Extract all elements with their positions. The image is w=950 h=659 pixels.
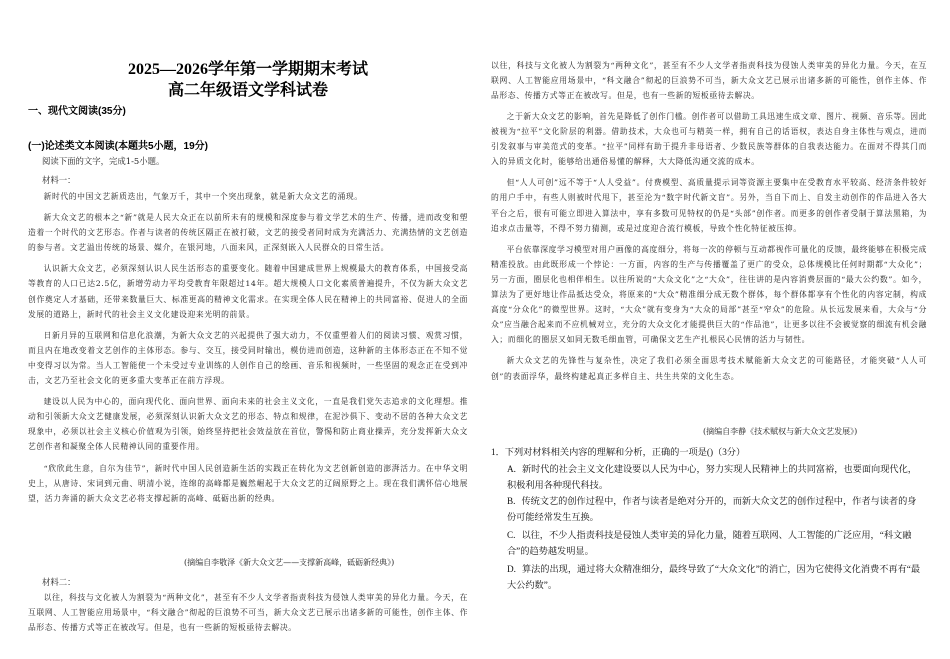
question-1-option-d[interactable] xyxy=(507,562,925,593)
material2-paragraph: 平台依靠深度学习模型对用户画像的高度细分，将每一次的停顿与互动都视作可量化的反馈，最终能够在积极完成精准投放。由此既形成一个悖论：一方面，内容的生产与传播覆盖了更广的受众，总体规模比任何时期都“大众化”；另一方面，圈层化也相伴相生。以往所说的“大众文化”之“大众”，往往讲的是内容消费层面的“最大公约数”。如今，算法为了更好地让作品抵达受众，将原来的“大众”精准细分成无数个群体，每个群体都享有个性化的内容定制，构成高度“分众化”的微型世界。这时，“大众”就有变身为“大众的局部”甚至“窄众”的危险。从长远发展来看，大众与“分众”应当融合起来而不应机械对立，充分的大众文化才能提供巨大的“作品池”，让更多以往不会被觉察的细流有机会融入；而细化的圈层又如同无数毛细血管，可确保文艺生产扎根民心民情的活力与韧性。 xyxy=(491,244,927,345)
material1-paragraph: 新时代的中国文艺新质迭出，气象万千，其中一个突出现象，就是新大众文艺的涌现。 xyxy=(43,192,363,201)
material1-label: 材料一： xyxy=(42,175,76,185)
material2-paragraph: 之于新大众文艺的影响，首先是降低了创作门槛。创作者可以借助工具迅速生成文章、图片、视频、音乐等。因此被视为“拉平”文化阶层的利器。借助技术，大众也可与精英一样，拥有自己的话语权，表达自身主体性与观点，进而引发叙事与审美范式的变革。“拉平”同样有助于提升非母语者、少数民族等群体的自我表达能力。在面对不得其门而入的异质文化时，能够给出通俗易懂的解释，大大降低沟通交流的成本。 xyxy=(491,112,927,167)
material1-paragraph: “欣欣此生意，自尔为佳节”，新时代中国人民创造新生活的实践正在转化为文艺创新创造的澎湃活力。在中华文明史上，从唐诗、宋词到元曲、明清小说，连绵的高峰都是巍然崛起于大众文艺的辽阔原野之上。现在我们满怀信心地展望，活力奔涌的新大众文艺必将支撑起新的高峰、砥砺出新的经典。 xyxy=(28,463,468,503)
material1-source: (摘编自李敬泽《新大众文艺——支撑新高峰，砥砺新经典》) xyxy=(184,558,395,567)
question-1-option-b[interactable] xyxy=(507,494,925,525)
question-1-option-a[interactable] xyxy=(507,462,925,493)
exam-subtitle: 高二年级语文学科试卷 xyxy=(167,82,328,99)
material1-body xyxy=(28,189,468,506)
section-heading: 一、现代文阅读(35分) xyxy=(28,106,126,117)
material1-paragraph: 日新月异的互联网和信息化浪潮，为新大众文艺的兴起提供了强大动力，不仅重塑着人们的阅读习惯、观赏习惯，而且内在地改变着文艺创作的主体形态。参与、交互，接受同时输出，模仿进而创造，这种新的主体形态正在不知不觉中变得习以为常。当人工智能使一个未受过专业训练的人创作自己的绘画、音乐和视频时，一些坚固的观念正在受到冲击，文艺乃至社会文化的更多重大变革正在前方浮现。 xyxy=(28,330,468,386)
option-text: 传统文艺的创作过程中，作者与读者是绝对分开的，而新大众文艺的创作过程中，作者与读者的身份可能经常发生互换。 xyxy=(507,496,917,522)
material2-body-start xyxy=(28,590,468,633)
option-letter: B. xyxy=(507,496,516,506)
question-1-option-c[interactable] xyxy=(507,528,925,559)
material2-paragraph: 但“人人可创”远不等于“人人受益”。付费模型、高质量提示词等资源主要集中在受教育水平较高、经济条件较好的用户手中，有些人则被时代甩下，甚至沦为“数字时代新文盲”。另外，当自下而上、自发主动创作的作品进入各大平台之后，很有可能立即进入算法中，享有多数可见特权的仍是“头部”创作者。而更多的创作者受制于算法黑箱，为追求点击量等，不得不努力猜测，或是过度迎合流行模板，导致个性化特征被压抑。 xyxy=(491,178,927,233)
option-text: 算法的出现，通过将大众精准细分，最终导致了“大众文化”的消亡，因为它使得文化消费不再有“最大公约数”。 xyxy=(507,564,921,590)
material2-label: 材料二： xyxy=(42,577,76,587)
option-text: 以往，不少人指责科技是侵蚀人类审美的异化力量，随着互联网、人工智能的广泛应用，“科文融合”的趋势越发明显。 xyxy=(507,530,912,556)
exam-title: 2025—2026学年第一学期期末考试 xyxy=(127,61,368,78)
option-letter: C. xyxy=(507,530,516,540)
material2-source: (摘编自李静《技术赋权与新大众文艺发展》) xyxy=(703,427,858,436)
material1-paragraph: 新大众文艺的根本之“新”就是人民大众正在以前所未有的规模和深度参与着文学艺术的生产、传播，进而改变和塑造着一个时代的文艺形态。作者与读者的传统区隔正在被打破，文艺的接受者同时成为充满活力、充满热情的文艺创造的参与者。文艺溢出传统的场景、媒介，在银河地，八面来风，正深刻嵌入人民群众的日常生活。 xyxy=(28,213,468,253)
material2-paragraph: 以往，科技与文化被人为割裂为“两种文化”，甚至有不少人文学者指责科技为侵蚀人类审美的异化力量。今天，在互联网、人工智能应用场景中，“科文融合”彻起的巨浪势不可当，新大众文艺已展示出诸多新的可能性，创作主体、作品形态、传播方式等正在被改写。但是，也有一些新的短板亟待去解决。 xyxy=(28,593,468,633)
subsection-heading: (一)论述类文本阅读(本题共5小题，19分) xyxy=(28,141,209,152)
material2-paragraph-tail: 以往，科技与文化被人为割裂为“两种文化”，甚至有不少人文学者指责科技为侵蚀人类审美的异化力量。今天，在互联网、人工智能应用场景中，“科文融合”彻起的巨浪势不可当，新大众文艺已展示出诸多新的可能性，创作主体、作品形态、传播方式等正在被改写。但是，也有一些新的短板亟待去解决。 xyxy=(491,60,927,100)
material2-body xyxy=(491,58,927,384)
option-text: 新时代的社会主义文化建设要以人民为中心，努力实现人民精神上的共同富裕，也要面向现代化，积极利用各种现代科技。 xyxy=(507,464,917,490)
option-letter: D. xyxy=(507,564,516,574)
question-1-stem: 1．下列对材料相关内容的理解和分析，正确的一项是()（3分） xyxy=(491,447,746,457)
reading-instruction: 阅读下面的文字，完成1-5小题。 xyxy=(42,156,165,166)
option-letter: A. xyxy=(507,464,516,474)
material2-paragraph-continued xyxy=(491,58,927,103)
material2-paragraph: 新大众文艺的先锋性与复杂性，决定了我们必须全面思考技术赋能新大众文艺的可能路径，才能突破“人人可创”的表面浮华，最终构建起真正多样自主、共生共荣的文化生态。 xyxy=(491,356,927,381)
material1-paragraph: 认识新大众文艺，必须深刻认识人民生活形态的重要变化。随着中国建成世界上规模最大的教育体系，中国接受高等教育的人口已达2.5亿，新增劳动力平均受教育年限超过14年。超大规模人口文化素质普遍提升，不仅为新大众文艺创作奠定人才基础，还带来数量巨大、标准更高的精神文化需求。在实现全体人民在精神上的共同富裕、促进人的全面发展的道路上，新时代的社会主义文化建设迎来光明的前景。 xyxy=(28,264,468,319)
material1-paragraph: 建设以人民为中心的，面向现代化、面向世界、面向未来的社会主义文化，一直是我们党矢志追求的文化理想。推动和引领新大众文艺健康发展，必须深刻认识新大众文艺的形态、特点和规律，在泥沙俱下、变动不居的各种大众文艺现象中，必须以社会主义核心价值观为引领，始终坚持把社会效益放在首位，警惕和防止商业操弄，充分发挥新大众文艺创作者和凝聚全体人民精神认同的重要作用。 xyxy=(28,397,468,452)
